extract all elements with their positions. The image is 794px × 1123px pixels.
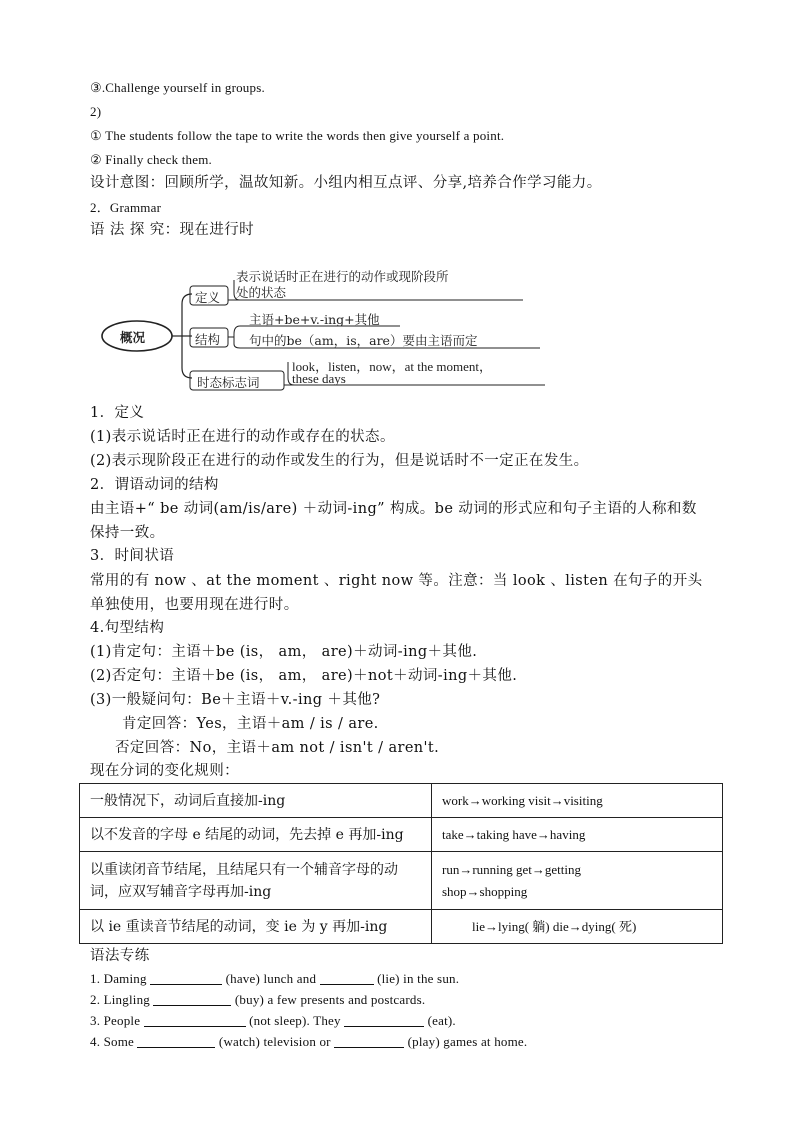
answer-blank[interactable] [153,991,231,1006]
affirmative-pattern: (1)肯定句：主语＋be (is， am， are)＋动词-ing＋其他. [90,644,478,660]
grammar-heading: 2．Grammar [90,200,162,215]
mind-map-structure-label: 结构 [195,332,221,347]
mind-map-definition-text-2: 处的状态 [236,285,287,300]
example-cell: work→working visit→visiting [432,784,723,818]
definition-title: 1．定义 [90,405,145,421]
table-row [80,852,723,910]
participle-rules-table [79,783,723,944]
structure-body: 由主语+“ be 动词(am/is/are) ＋动词-ing” 构成。be 动词的形式应和句子主语的人称和数保持一致。 [90,501,697,541]
tense-mind-map [100,258,560,398]
yes-answer-pattern: 肯定回答：Yes，主语＋am / is / are. [122,716,379,732]
sentence-pattern-title: 4.句型结构 [90,620,165,636]
step-3-text: ③.Challenge yourself in groups. [90,80,265,95]
time-adverbial-title: 3．时间状语 [90,548,175,564]
practice-question-2: 2. Lingling (buy) a few presents and postcards. [90,992,426,1007]
no-answer-pattern: 否定回答：No，主语＋am not / isn't / aren't. [115,740,440,756]
example-line-2: shop→shopping [442,883,528,899]
rule-cell: 一般情况下，动词后直接加-ing [80,784,432,818]
mind-map-structure-text-1: 主语+be+v.-ing+其他 [249,312,380,327]
definition-item-1: (1)表示说话时正在进行的动作或存在的状态。 [90,429,395,445]
question-pattern: (3)一般疑问句：Be＋主语＋v.-ing ＋其他? [90,692,381,708]
table-row [80,910,723,944]
answer-blank[interactable] [150,970,222,985]
sub-step-1-text: ① The students follow the tape to write the words then give yourself a point. [90,128,505,143]
participle-rules-title: 现在分词的变化规则： [90,763,239,779]
example-cell [432,852,723,910]
structure-title: 2．谓语动词的结构 [90,477,219,493]
example-cell: take→taking have→having [432,818,723,852]
practice-question-4: 4. Some (watch) television or (play) games at home. [90,1034,528,1049]
mind-map-definition-text-1: 表示说话时正在进行的动作或现阶段所 [236,269,449,284]
rule-cell: 以 ie 重读音节结尾的动词，变 ie 为 y 再加-ing [80,910,432,944]
answer-blank[interactable] [334,1033,404,1048]
mind-map-signal-label: 时态标志词 [197,375,260,390]
practice-question-1: 1. Daming (have) lunch and (lie) in the sun. [90,971,460,986]
rule-cell: 以不发音的字母 e 结尾的动词，先去掉 e 再加-ing [80,818,432,852]
time-adverbial-body: 常用的有 now 、at the moment 、right now 等。注意：当 look 、listen 在句子的开头单独使用，也要用现在进行时。 [90,573,703,613]
answer-blank[interactable] [344,1012,424,1027]
mind-map-center: 概况 [120,330,146,345]
definition-item-2: (2)表示现阶段正在进行的动作或发生的行为，但是说话时不一定正在发生。 [90,453,589,469]
example-cell: lie→lying( 躺) die→dying( 死) [432,910,723,944]
table-row [80,818,723,852]
answer-blank[interactable] [144,1012,246,1027]
answer-blank[interactable] [137,1033,215,1048]
example-line-1: run→running get→getting [442,861,582,877]
grammar-explore-heading: 语 法 探 究：现在进行时 [90,222,255,238]
mind-map-definition-label: 定义 [195,290,221,305]
mind-map-signal-text-1: look，listen，now，at the moment， [292,359,493,374]
mind-map-signal-text-2: these days [292,371,346,386]
design-intent-text: 设计意图：回顾所学，温故知新。小组内相互点评、分享,培养合作学习能力。 [90,175,602,191]
rule-cell: 以重读闭音节结尾，且结尾只有一个辅音字母的动词，应双写辅音字母再加-ing [80,852,432,910]
table-row [80,784,723,818]
answer-blank[interactable] [320,970,374,985]
practice-title: 语法专练 [90,948,150,964]
part-2-label: 2) [90,104,102,119]
sub-step-2-text: ② Finally check them. [90,152,212,167]
negative-pattern: (2)否定句：主语＋be (is， am， are)＋not＋动词-ing＋其他. [90,668,518,684]
mind-map-structure-text-2: 句中的be（am，is，are）要由主语而定 [249,333,478,348]
practice-question-3: 3. People (not sleep). They (eat). [90,1013,456,1028]
